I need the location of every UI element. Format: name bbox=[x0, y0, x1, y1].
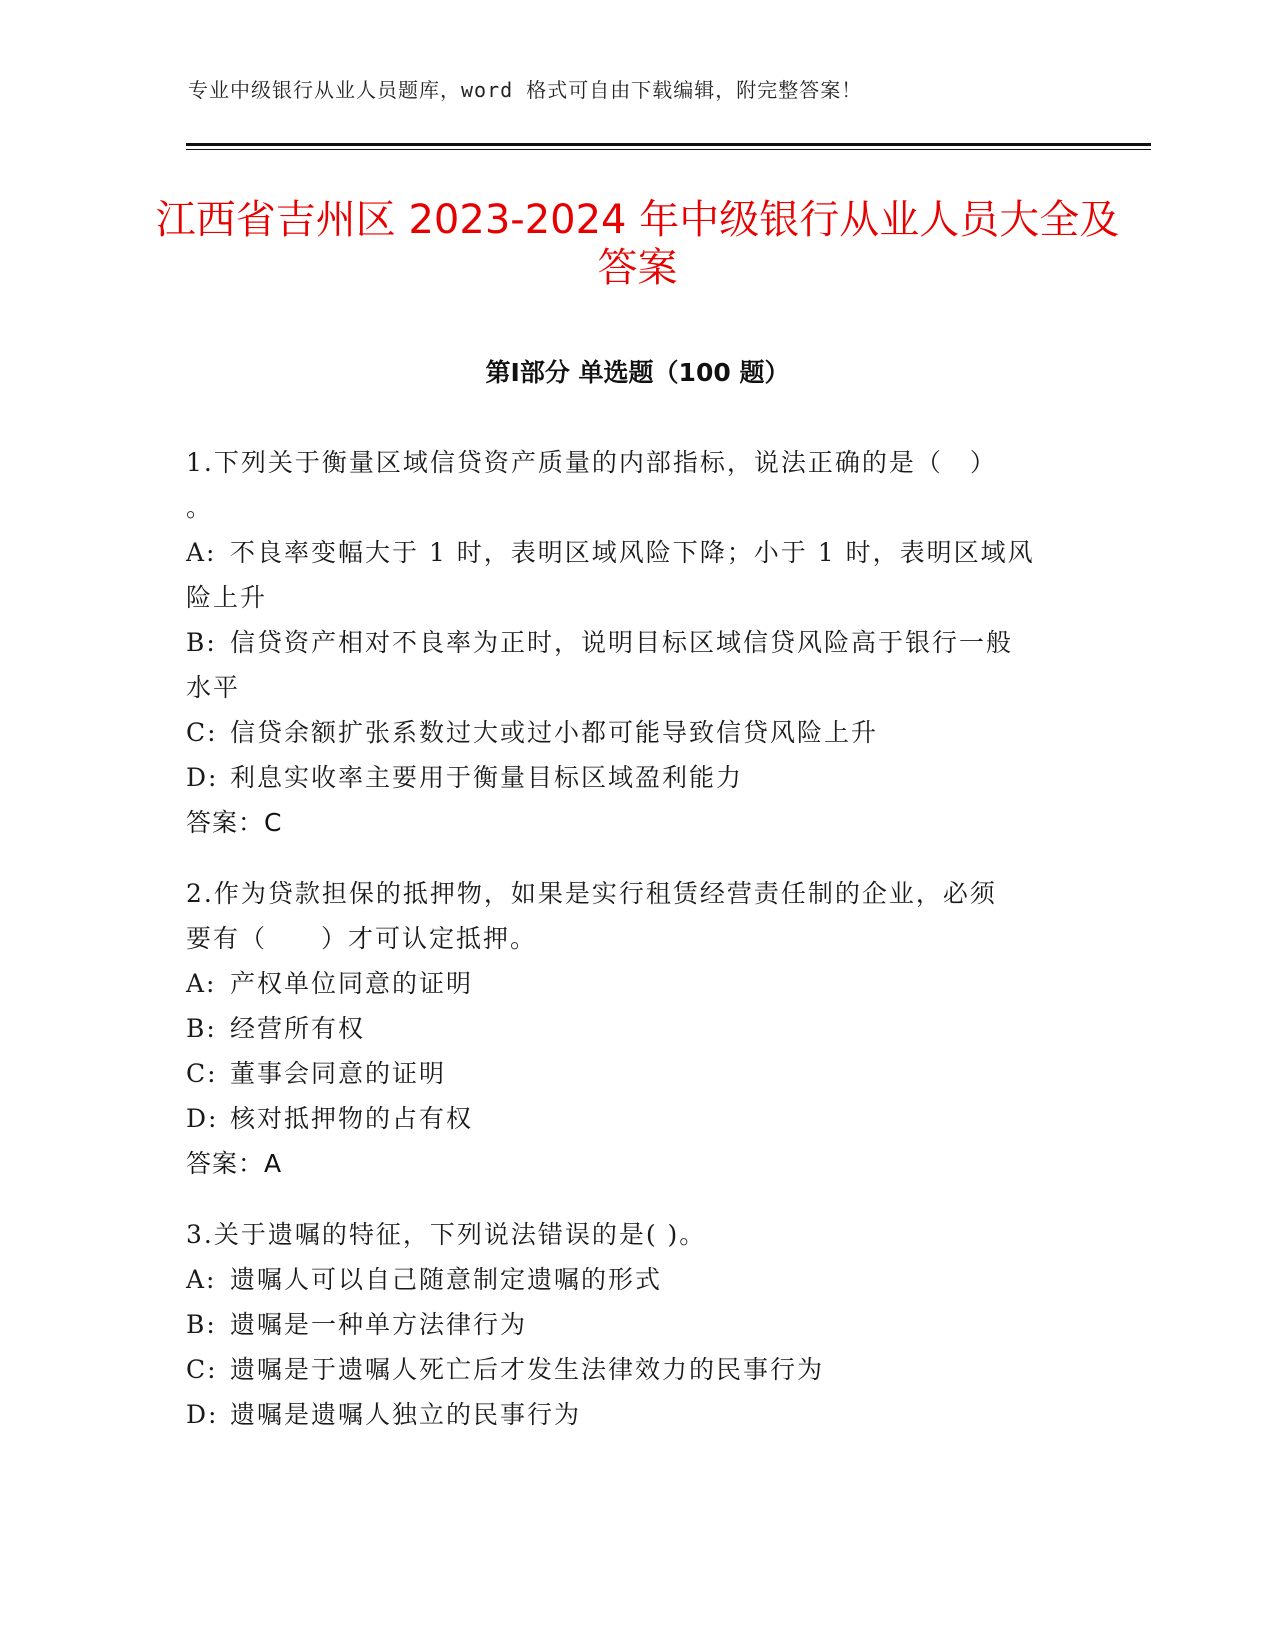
option-text: 遗嘱是遗嘱人独立的民事行为 bbox=[230, 1400, 582, 1429]
option-line bbox=[186, 575, 1086, 620]
question-stem-line: 2.作为贷款担保的抵押物，如果是实行租赁经营责任制的企业，必须 bbox=[186, 879, 997, 908]
option-line bbox=[186, 1347, 1086, 1392]
option-letter: C: bbox=[186, 718, 218, 747]
question-stem-line: 3.关于遗嘱的特征，下列说法错误的是( )。 bbox=[186, 1220, 707, 1249]
option-text: 水平 bbox=[186, 673, 241, 702]
question-stem-line: 要有（ ）才可认定抵押。 bbox=[186, 924, 538, 953]
option-text: 险上升 bbox=[186, 583, 268, 612]
option-text: 信贷余额扩张系数过大或过小都可能导致信贷风险上升 bbox=[230, 718, 879, 747]
option-line bbox=[186, 1006, 1086, 1051]
option-letter: D: bbox=[186, 1104, 219, 1133]
option-line bbox=[186, 961, 1086, 1006]
document-title: 江西省吉州区 2023-2024 年中级银行从业人员大全及答案 bbox=[155, 197, 1120, 291]
option-text: 不良率变幅大于 1 时，表明区域风险下降；小于 1 时，表明区域风 bbox=[230, 538, 1035, 567]
option-text: 产权单位同意的证明 bbox=[230, 969, 474, 998]
option-letter: A: bbox=[186, 538, 217, 567]
option-line bbox=[186, 1257, 1086, 1302]
option-line bbox=[186, 530, 1086, 575]
option-text: 信贷资产相对不良率为正时，说明目标区域信贷风险高于银行一般 bbox=[230, 628, 1014, 657]
option-text: 利息实收率主要用于衡量目标区域盈利能力 bbox=[230, 763, 744, 792]
option-text: 核对抵押物的占有权 bbox=[230, 1104, 474, 1133]
option-letter: C: bbox=[186, 1059, 218, 1088]
option-line bbox=[186, 1302, 1086, 1347]
question-stem-line: 1.下列关于衡量区域信贷资产质量的内部指标，说法正确的是（ ） bbox=[186, 448, 997, 477]
header-note: 专业中级银行从业人员题库，word 格式可自由下载编辑，附完整答案！ bbox=[188, 78, 863, 102]
question-2 bbox=[186, 871, 1086, 1186]
option-text: 遗嘱是于遗嘱人死亡后才发生法律效力的民事行为 bbox=[230, 1355, 825, 1384]
option-line bbox=[186, 755, 1086, 800]
option-line bbox=[186, 710, 1086, 755]
option-letter: B: bbox=[186, 1310, 217, 1339]
option-text: 经营所有权 bbox=[230, 1014, 366, 1043]
header-rule-thin bbox=[186, 149, 1151, 150]
option-text: 遗嘱人可以自己随意制定遗嘱的形式 bbox=[230, 1265, 663, 1294]
option-line bbox=[186, 620, 1086, 665]
question-3 bbox=[186, 1212, 1086, 1437]
option-letter: B: bbox=[186, 628, 217, 657]
question-list bbox=[186, 440, 1086, 1463]
answer-line: 答案：A bbox=[186, 1149, 283, 1178]
option-text: 董事会同意的证明 bbox=[230, 1059, 447, 1088]
section-heading: 第Ⅰ部分 单选题（100 题） bbox=[485, 358, 790, 387]
question-stem-line: 。 bbox=[186, 493, 214, 522]
option-letter: A: bbox=[186, 1265, 217, 1294]
option-letter: C: bbox=[186, 1355, 218, 1384]
option-line bbox=[186, 1392, 1086, 1437]
option-line bbox=[186, 1096, 1086, 1141]
option-line bbox=[186, 665, 1086, 710]
answer-line: 答案：C bbox=[186, 808, 283, 837]
option-letter: D: bbox=[186, 763, 219, 792]
option-text: 遗嘱是一种单方法律行为 bbox=[230, 1310, 528, 1339]
option-line bbox=[186, 1051, 1086, 1096]
option-letter: B: bbox=[186, 1014, 217, 1043]
question-1 bbox=[186, 440, 1086, 845]
option-letter: D: bbox=[186, 1400, 219, 1429]
header-rule-thick bbox=[186, 143, 1151, 146]
option-letter: A: bbox=[186, 969, 217, 998]
